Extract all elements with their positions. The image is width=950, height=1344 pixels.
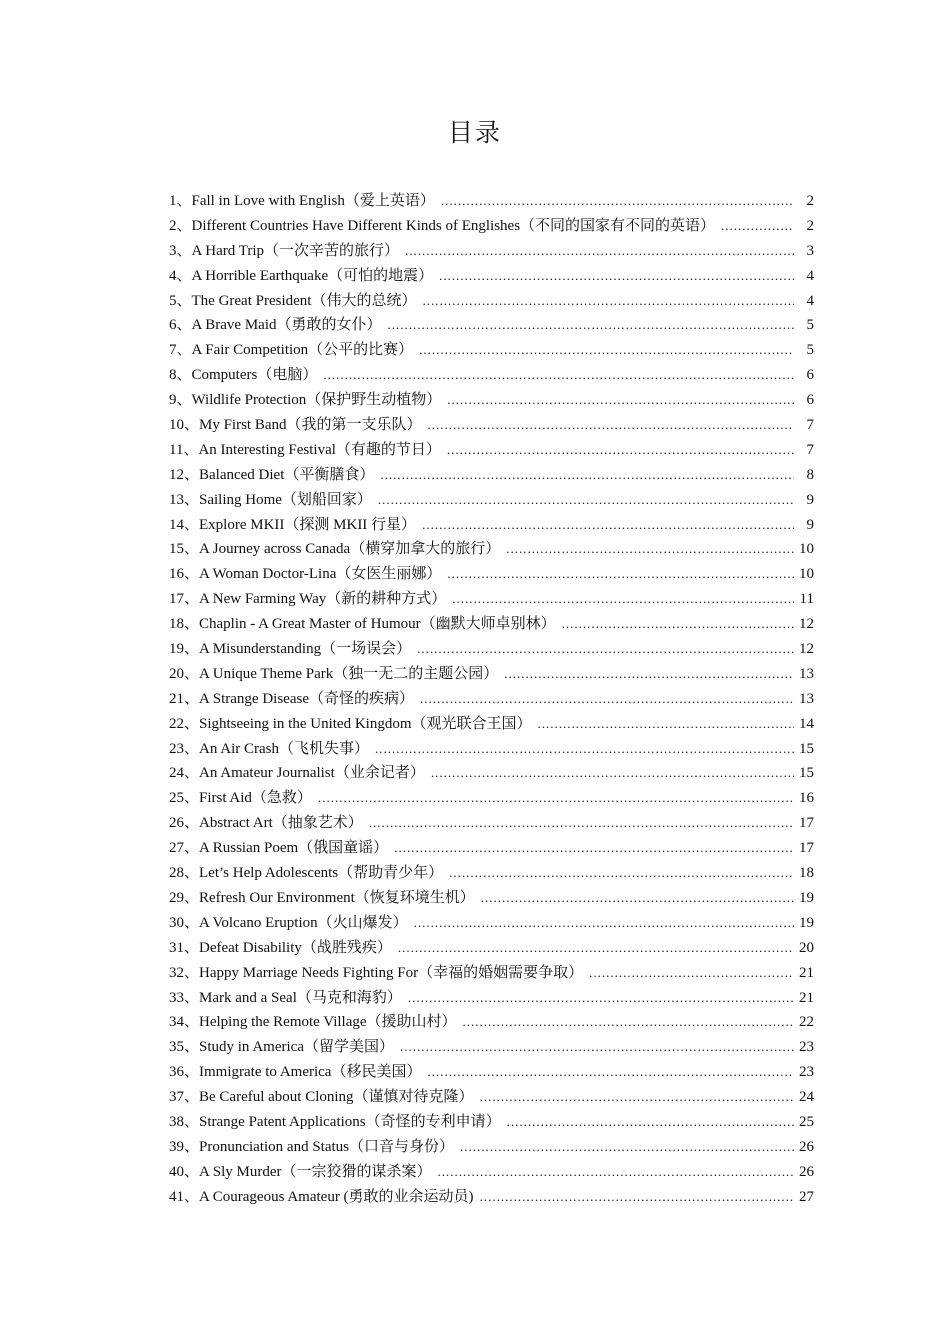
dot-leader [369, 815, 794, 831]
toc-page-number: 12 [799, 616, 814, 633]
toc-entry-title: 3、A Hard Trip（一次辛苦的旅行） [169, 242, 400, 259]
toc-entry-title: 21、A Strange Disease（奇怪的疾病） [169, 690, 414, 707]
toc-page-number: 4 [806, 292, 814, 309]
toc-entry-title: 13、Sailing Home（划船回家） [169, 491, 372, 508]
dot-leader [387, 317, 794, 333]
toc-page-number: 6 [806, 392, 814, 409]
toc-entry-title: 39、Pronunciation and Status（口音与身份） [169, 1138, 454, 1155]
toc-entry-title: 9、Wildlife Protection（保护野生动植物） [169, 392, 442, 409]
toc-entry[interactable] [169, 612, 814, 637]
toc-page-number: 13 [799, 690, 814, 707]
toc-page-number: 14 [799, 715, 814, 732]
toc-page-number: 10 [799, 566, 814, 583]
toc-entry-title: 2、Different Countries Have Different Kinds of Englishes（不同的国家有不同的英语） [169, 217, 716, 234]
toc-entry-title: 8、Computers（电脑） [169, 367, 318, 384]
toc-entry[interactable] [169, 712, 814, 737]
toc-entry[interactable] [169, 313, 814, 338]
dot-leader [480, 1089, 794, 1105]
toc-page-number: 19 [799, 914, 814, 931]
dot-leader [460, 1139, 794, 1155]
toc-entry[interactable] [169, 388, 814, 413]
toc-entry[interactable] [169, 587, 814, 612]
toc-entry[interactable] [169, 1110, 814, 1135]
dot-leader [431, 765, 794, 781]
toc-entry[interactable] [169, 289, 814, 314]
toc-entry-title: 18、Chaplin - A Great Master of Humour（幽默大师卓别林） [169, 616, 556, 633]
dot-leader [380, 467, 794, 483]
toc-entry-title: 10、My First Band（我的第一支乐队） [169, 417, 422, 434]
dot-leader [507, 1114, 794, 1130]
toc-entry-title: 32、Happy Marriage Needs Fighting For（幸福的婚姻需要争取） [169, 964, 584, 981]
toc-entry[interactable] [169, 961, 814, 986]
dot-leader [414, 915, 794, 931]
dot-leader [480, 1189, 794, 1205]
toc-page-number: 8 [806, 466, 814, 483]
toc-entry[interactable] [169, 936, 814, 961]
dot-leader [417, 641, 794, 657]
toc-entry[interactable] [169, 1085, 814, 1110]
toc-entry-title: 19、A Misunderstanding（一场误会） [169, 641, 412, 658]
toc-page-number: 6 [806, 367, 814, 384]
toc-entry[interactable] [169, 861, 814, 886]
toc-page-number: 24 [799, 1089, 814, 1106]
toc-page-number: 26 [799, 1138, 814, 1155]
toc-page-number: 26 [799, 1163, 814, 1180]
toc-entry[interactable] [169, 513, 814, 538]
dot-leader [427, 1064, 794, 1080]
toc-page-number: 27 [799, 1188, 814, 1205]
dot-leader [378, 492, 794, 508]
toc-page-number: 15 [799, 765, 814, 782]
dot-leader [394, 840, 794, 856]
toc-page-number: 12 [799, 641, 814, 658]
toc-entry-title: 38、Strange Patent Applications（奇怪的专利申请） [169, 1113, 501, 1130]
toc-page-number: 10 [799, 541, 814, 558]
toc-entry[interactable] [169, 811, 814, 836]
toc-entry[interactable] [169, 662, 814, 687]
toc-page-number: 11 [799, 591, 814, 608]
toc-entry[interactable] [169, 1160, 814, 1185]
dot-leader [562, 616, 794, 632]
toc-entry-title: 1、Fall in Love with English（爱上英语） [169, 193, 435, 209]
dot-leader [449, 865, 794, 881]
toc-entry-title: 26、Abstract Art（抽象艺术） [169, 815, 363, 832]
toc-entry[interactable] [169, 438, 814, 463]
toc-entry-title: 29、Refresh Our Environment（恢复环境生机） [169, 889, 475, 906]
toc-entry[interactable] [169, 911, 814, 936]
toc-entry[interactable] [169, 537, 814, 562]
dot-leader [323, 367, 794, 383]
toc-entry[interactable] [169, 737, 814, 762]
toc-entry-title: 12、Balanced Diet（平衡膳食） [169, 466, 375, 483]
toc-entry[interactable] [169, 886, 814, 911]
toc-entry-title: 15、A Journey across Canada（横穿加拿大的旅行） [169, 541, 501, 558]
table-of-contents [169, 189, 814, 1210]
toc-entry[interactable] [169, 562, 814, 587]
toc-page-number: 2 [806, 217, 814, 234]
toc-entry[interactable] [169, 239, 814, 264]
toc-page-number: 9 [806, 516, 814, 533]
toc-entry[interactable] [169, 786, 814, 811]
toc-entry-title: 33、Mark and a Seal（马克和海豹） [169, 989, 402, 1006]
toc-entry-title: 22、Sightseeing in the United Kingdom（观光联合王国） [169, 715, 532, 732]
toc-entry[interactable] [169, 189, 814, 214]
toc-page-number: 20 [799, 939, 814, 956]
toc-page-number: 7 [806, 441, 814, 458]
toc-entry[interactable] [169, 1185, 814, 1210]
toc-entry[interactable] [169, 413, 814, 438]
toc-entry-title: 31、Defeat Disability（战胜残疾） [169, 939, 392, 956]
dot-leader [428, 417, 794, 433]
toc-entry[interactable] [169, 1035, 814, 1060]
toc-page-number: 23 [799, 1039, 814, 1056]
toc-entry-title: 16、A Woman Doctor-Lina（女医生丽娜） [169, 566, 442, 583]
toc-page-number: 9 [806, 491, 814, 508]
toc-page-number: 19 [799, 889, 814, 906]
dot-leader [447, 442, 794, 458]
toc-entry-title: 24、An Amateur Journalist（业余记者） [169, 765, 425, 782]
dot-leader [408, 990, 794, 1006]
toc-entry-title: 40、A Sly Murder（一宗狡猾的谋杀案） [169, 1163, 432, 1180]
toc-entry[interactable] [169, 761, 814, 786]
toc-entry[interactable] [169, 264, 814, 289]
toc-page-number: 21 [799, 989, 814, 1006]
toc-entry[interactable] [169, 363, 814, 388]
toc-entry-title: 37、Be Careful about Cloning（谨慎对待克隆） [169, 1089, 474, 1106]
dot-leader [463, 1014, 794, 1030]
dot-leader [504, 666, 794, 682]
toc-page-number: 21 [799, 964, 814, 981]
dot-leader [422, 517, 794, 533]
dot-leader [400, 1039, 794, 1055]
toc-entry-title: 28、Let’s Help Adolescents（帮助青少年） [169, 865, 444, 882]
toc-entry[interactable] [169, 836, 814, 861]
toc-entry-title: 7、A Fair Competition（公平的比赛） [169, 342, 414, 359]
toc-entry-title: 23、An Air Crash（飞机失事） [169, 740, 369, 757]
toc-entry-title: 5、The Great President（伟大的总统） [169, 292, 417, 309]
toc-entry[interactable] [169, 637, 814, 662]
dot-leader [438, 1164, 794, 1180]
toc-page-number: 25 [799, 1113, 814, 1130]
dot-leader [318, 790, 794, 806]
dot-leader [439, 268, 794, 284]
toc-entry[interactable] [169, 1135, 814, 1160]
dot-leader [375, 741, 794, 757]
dot-leader [405, 243, 794, 259]
dot-leader [422, 293, 794, 309]
toc-page-number: 5 [806, 317, 814, 334]
toc-entry[interactable] [169, 488, 814, 513]
toc-entry[interactable] [169, 214, 814, 239]
dot-leader [506, 541, 794, 557]
toc-page-number: 16 [799, 790, 814, 807]
toc-page-number: 23 [799, 1064, 814, 1081]
toc-page-number: 18 [799, 865, 814, 882]
toc-entry[interactable] [169, 338, 814, 363]
toc-entry[interactable] [169, 1010, 814, 1035]
toc-page-number: 15 [799, 740, 814, 757]
page-title: 目录 [447, 118, 502, 147]
dot-leader [447, 392, 794, 408]
toc-entry-title: 14、Explore MKII（探测 MKII 行星） [169, 516, 417, 533]
toc-page-number: 2 [806, 193, 814, 209]
toc-page-number: 3 [806, 242, 814, 259]
toc-entry-title: 11、An Interesting Festival（有趣的节日） [169, 441, 441, 458]
toc-entry-title: 25、First Aid（急救） [169, 790, 312, 807]
dot-leader [481, 890, 794, 906]
toc-page-number: 13 [799, 665, 814, 682]
toc-entry[interactable] [169, 463, 814, 488]
toc-page-number: 5 [806, 342, 814, 359]
dot-leader [721, 218, 794, 234]
toc-entry[interactable] [169, 687, 814, 712]
toc-page-number: 17 [799, 815, 814, 832]
toc-page-number: 7 [806, 417, 814, 434]
dot-leader [452, 591, 794, 607]
dot-leader [420, 691, 794, 707]
toc-entry-title: 6、A Brave Maid（勇敢的女仆） [169, 317, 382, 334]
toc-entry-title: 20、A Unique Theme Park（独一无二的主题公园） [169, 665, 499, 682]
dot-leader [537, 716, 794, 732]
toc-entry-title: 36、Immigrate to America（移民美国） [169, 1064, 422, 1081]
dot-leader [419, 342, 794, 358]
dot-leader [441, 193, 794, 209]
toc-entry-title: 27、A Russian Poem（俄国童谣） [169, 840, 389, 857]
toc-entry-title: 17、A New Farming Way（新的耕种方式） [169, 591, 447, 608]
toc-page-number: 4 [806, 267, 814, 284]
toc-entry[interactable] [169, 986, 814, 1011]
dot-leader [398, 940, 794, 956]
toc-entry-title: 4、A Horrible Earthquake（可怕的地震） [169, 267, 434, 284]
toc-entry-title: 41、A Courageous Amateur (勇敢的业余运动员) [169, 1188, 474, 1205]
toc-entry-title: 34、Helping the Remote Village（援助山村） [169, 1014, 457, 1031]
toc-page-number: 22 [799, 1014, 814, 1031]
toc-entry[interactable] [169, 1060, 814, 1085]
toc-page-number: 17 [799, 840, 814, 857]
toc-entry-title: 30、A Volcano Eruption（火山爆发） [169, 914, 408, 931]
dot-leader [447, 566, 794, 582]
dot-leader [589, 965, 794, 981]
toc-entry-title: 35、Study in America（留学美国） [169, 1039, 394, 1056]
